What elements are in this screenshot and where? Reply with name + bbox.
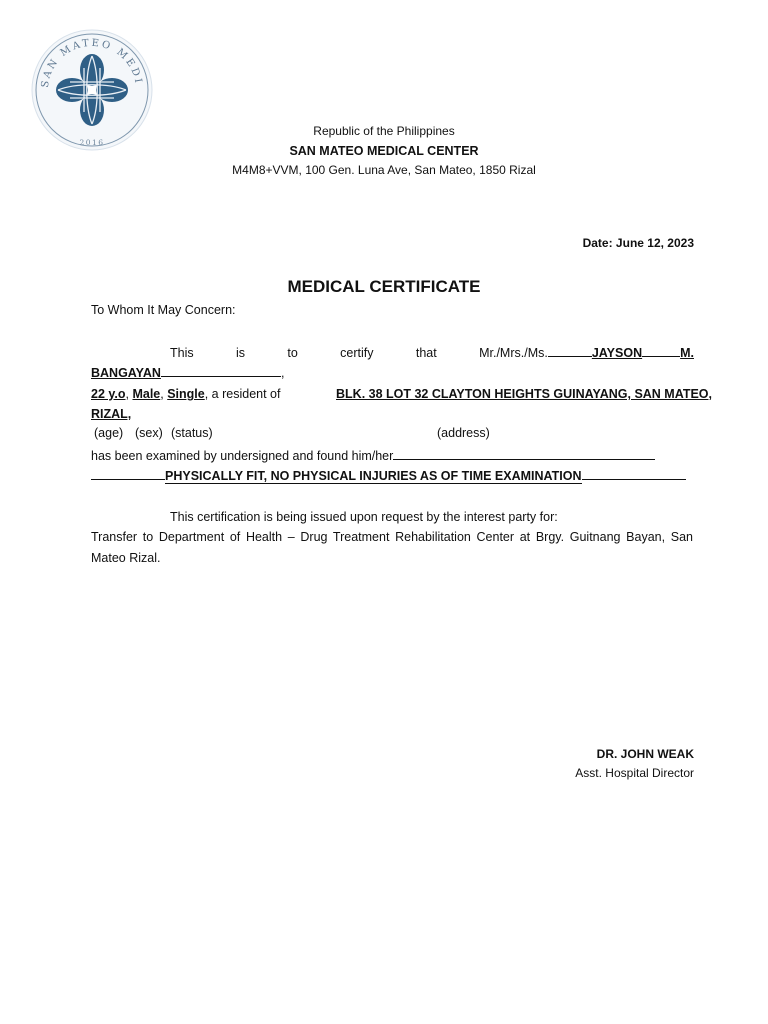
age-value: 22 y.o (91, 387, 126, 401)
salutation: To Whom It May Concern: (91, 303, 236, 317)
logo-year: 2016 (79, 138, 105, 147)
document-title: MEDICAL CERTIFICATE (287, 277, 481, 296)
finding-line (91, 466, 694, 486)
certificate-date: Date: June 12, 2023 (582, 236, 694, 250)
blank-line (393, 447, 655, 460)
blank-line (161, 364, 281, 377)
purpose-text: Transfer to Department of Health – Drug Treatment Rehabilitation Center at Brgy. Guitnang Bayan, San Mateo Rizal. (91, 530, 693, 565)
name-comma: , (280, 366, 285, 380)
signatory-position: Asst. Hospital Director (575, 766, 694, 780)
blank-line (91, 467, 165, 480)
hint-sex: (sex) (135, 426, 163, 440)
first-name: JAYSON (591, 346, 643, 360)
examined-text: has been examined by undersigned and found him/her (91, 449, 394, 463)
examined-line (91, 446, 694, 466)
address-continuation (91, 404, 712, 424)
institution-address: M4M8+VVM, 100 Gen. Luna Ave, San Mateo, 1850 Rizal (232, 163, 536, 177)
sex-value: Male (132, 387, 161, 401)
certify-word-1: This (170, 346, 194, 360)
certify-word-5: that (415, 346, 437, 360)
honorific: Mr./Mrs./Ms. (479, 346, 548, 360)
certify-line (91, 343, 694, 363)
blank-line (642, 344, 680, 357)
hint-age: (age) (94, 426, 124, 440)
address-value-line1: BLK. 38 LOT 32 CLAYTON HEIGHTS GUINAYANG, SAN MATEO, (336, 387, 712, 401)
signatory-name: DR. JOHN WEAK (596, 747, 694, 761)
details-line (91, 384, 712, 404)
blank-line (582, 467, 686, 480)
logo-ring-text: SAN MATEO MEDI (39, 37, 144, 89)
certify-word-2: is (235, 346, 246, 360)
blank-line (548, 344, 592, 357)
hint-address: (address) (437, 426, 490, 440)
certify-word-4: certify (340, 346, 374, 360)
letterhead (0, 122, 768, 181)
certify-word-3: to (287, 346, 298, 360)
purpose-intro: This certification is being issued upon request by the interest party for: (170, 510, 558, 524)
finding-text: PHYSICALLY FIT, NO PHYSICAL INJURIES AS OF TIME EXAMINATION (165, 469, 582, 483)
status-value: Single (167, 387, 205, 401)
institution-name: SAN MATEO MEDICAL CENTER (289, 143, 479, 158)
honorific-with-name (479, 343, 694, 363)
hint-status: (status) (171, 426, 213, 440)
signatory (575, 745, 694, 783)
middle-initial: M. (680, 346, 694, 360)
age-sex-status: 22 y.o, Male, Single, a resident of (91, 387, 281, 401)
last-name: BANGAYAN (91, 366, 161, 380)
resident-text: , a resident of (204, 387, 281, 401)
address-value-line2: RIZAL, (91, 407, 132, 421)
country-line: Republic of the Philippines (313, 124, 455, 138)
name-line (91, 363, 694, 383)
